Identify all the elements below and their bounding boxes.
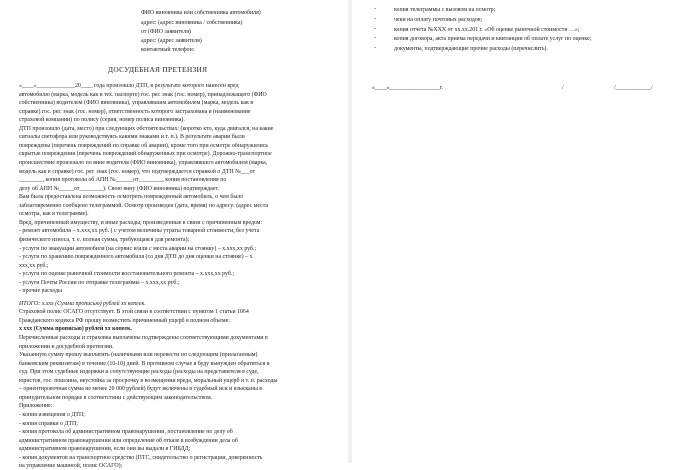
body-line: - копия документов на транспортное средство (ПТС, свидетельство о регистрации, доверенность (19, 454, 263, 461)
body-line: ххх,хх руб.; (19, 262, 49, 269)
body-line: банковским реквизитам) в течение (10-10) дней. В противном случае я буду вынужден обратиться в (19, 360, 270, 367)
header-line-5: контактный телефон: (141, 47, 195, 53)
attachment-item: чеки на оплату почтовых расходов; (394, 17, 483, 23)
body-line: – ориентировочная сумма не менее 20 000 рублей) будут включены в судебный иск и взысканы в (19, 386, 263, 393)
list-bullet: - (374, 35, 376, 41)
body-line: приложении к досудебной претензии. (19, 343, 114, 350)
body-line: Страховой полис ОСАГО отсутствует. В этой связи в соответствии с пунктом 1 статьи 1064 (19, 309, 249, 316)
list-bullet: - (374, 26, 376, 32)
list-bullet: - (374, 45, 376, 51)
body-line: суд. При этом судебные издержки и сопутствующие расходы (расходы на представителя в суде, (19, 369, 259, 376)
body-line: - услуги по оценке рыночной стоимости восстановительного ремонта – х.ххх,хх руб.; (19, 271, 234, 278)
signature-line: /____________/ (614, 85, 653, 91)
body-line: - ремонт автомобиля – х.ххх,хх руб. ( с учетом величины утраты товарной стоимости, без учета (19, 228, 260, 235)
body-line: ДТП произошло (дата, место) при следующих обстоятельствах: (коротко кто, куда двигался, на какие (19, 125, 274, 132)
body-line: - услуги по эвакуации автомобиля (на сервис и/или с места аварии на стоянку) – х.ххх,хх руб.; (19, 245, 257, 252)
body-line: «____»_____________20____ года произошло ДТП, в результате которого нанесен вред (19, 83, 239, 89)
body-line: - прочие расходы (19, 288, 63, 295)
header-line-3: от (ФИО заявителя) (141, 29, 191, 35)
body-line: автомобилю (марка, модель как в тех. паспорте) гос. рег. знак (гос. номер), принадлежащего (ФИО (19, 91, 267, 98)
header-line-1: ФИО виновника или собственника автомобиля) (141, 10, 261, 16)
body-line: - копия извещения о ДТП; (19, 411, 85, 418)
body-line: модель как в справке) гос. рег. знак (гос. номер), что подтверждается справкой о ДТП №___от (19, 168, 256, 175)
attachment-item: копия телеграммы с вызовом на осмотр; (394, 7, 496, 13)
body-line: Вред, причиненный имуществу, и иные расходы, произведенные в связи с причиненным вредом: (19, 219, 263, 226)
body-line: - услуги Почты России по отправке телеграммы – х.ххх,хх руб.; (19, 279, 180, 286)
body-line: скрытые повреждения (перечень повреждений обнаруженных при осмотре). Дорожно-транспортное (19, 151, 272, 158)
attachment-item: копия отчета №ХХХ от хх.хх.201 г. «Об оценке рыночной стоимости …»; (394, 27, 580, 33)
attachment-item: документы, подтверждающие прочие расходы (перечислить). (394, 46, 548, 52)
body-line: административном правонарушении или определение об отказе в возбуждении дела об (19, 437, 238, 444)
body-line: происшествие произошло по вине водителя (ФИО виновника), управлявшего автомобилем (марка, (19, 159, 268, 166)
body-line: сигналы светофора или руководствуясь какими знаками и т. п.). В результате аварии были (19, 134, 245, 141)
body-line: физического износа, т. е. полная сумма, требующаяся для ремонта); (19, 236, 190, 243)
body-line: Приложение: (19, 403, 53, 410)
document-title: ДОСУДЕБНАЯ ПРЕТЕНЗИЯ (108, 65, 208, 74)
body-line: административном правонарушении, если они вы выдали в ГИБДД; (19, 446, 191, 453)
body-line: справке) гос. рег. знак (гос. номер), ответственность которого застрахована в (наименование (19, 108, 251, 115)
body-line: Указанную сумму прошу выплатить (наличными или перевести по следующим (прилагаемым) (19, 352, 258, 359)
list-bullet: - (374, 6, 376, 12)
body-line: осмотра, как в телеграмме). (19, 211, 89, 218)
signature-date: «____»_________________г. (372, 85, 443, 91)
body-line: ________, копия протокола об АПН №______от________, копия постановления по (19, 177, 227, 184)
right-document-page (352, 0, 700, 463)
header-line-2: адрес: (адрес виновника / собственника) (141, 20, 243, 26)
body-line: - копия протокола об административном правонарушении, постановление по делу об (19, 429, 233, 435)
left-document-page (0, 0, 348, 470)
body-line: страховой компании) по полису (серия, номер полиса виновника). (19, 117, 185, 124)
body-line: собственника) водителем (ФИО виновника), управлявшим автомобилем (марка, модель как в (19, 100, 254, 107)
body-line: Вам была предоставлена возможность осмотреть поврежденный автомобиль, о чем было (19, 194, 244, 201)
signature-slash: / (562, 85, 564, 91)
body-line: делу об АПН №_____от________). Свою вину (ФИО виновника) подтверждает. (19, 185, 220, 192)
attachment-item: копия договора, акта приема передачи и квитанции об оплате услуг по оценке; (394, 36, 592, 42)
header-line-4: адрес: (адрес заявителя) (141, 38, 202, 44)
body-line: х ххх (Сумма прописью) рублей хх копеек. (19, 326, 132, 333)
body-line: повреждены (перечень повреждений по справке об аварии), кроме того при осмотре обнаружились (19, 142, 269, 149)
list-bullet: - (374, 16, 376, 22)
body-line: Перечисленные расходы и страховка выплачены подтверждены соответствующими документами в (19, 335, 268, 341)
body-line: Гражданского кодекса РФ прошу возместить причиненный ущерб в полном объеме: (19, 317, 230, 324)
body-line: - копия справки о ДТП; (19, 420, 78, 427)
body-line: юристов, гос. пошлина, неустойка за просрочку в возмещении вреда, моральный ущерб и т. п. расходы (19, 377, 278, 384)
body-line: на управление машиной, полис ОСАГО); (19, 463, 123, 470)
body-line: принудительном порядке в соответствии с действующим законодательством. (19, 394, 213, 401)
body-line: - услуги по хранению поврежденного автомобиля (со дня ДТП до дня оценки на стоянке) – х (19, 254, 253, 260)
body-line: заблаговременно сообщено телеграммой. Осмотр произведен (дата, время) по адресу: (адрес места (19, 202, 268, 209)
body-line: ИТОГО: х.ххх (Сумма прописью) рублей хх копеек. (19, 300, 146, 307)
